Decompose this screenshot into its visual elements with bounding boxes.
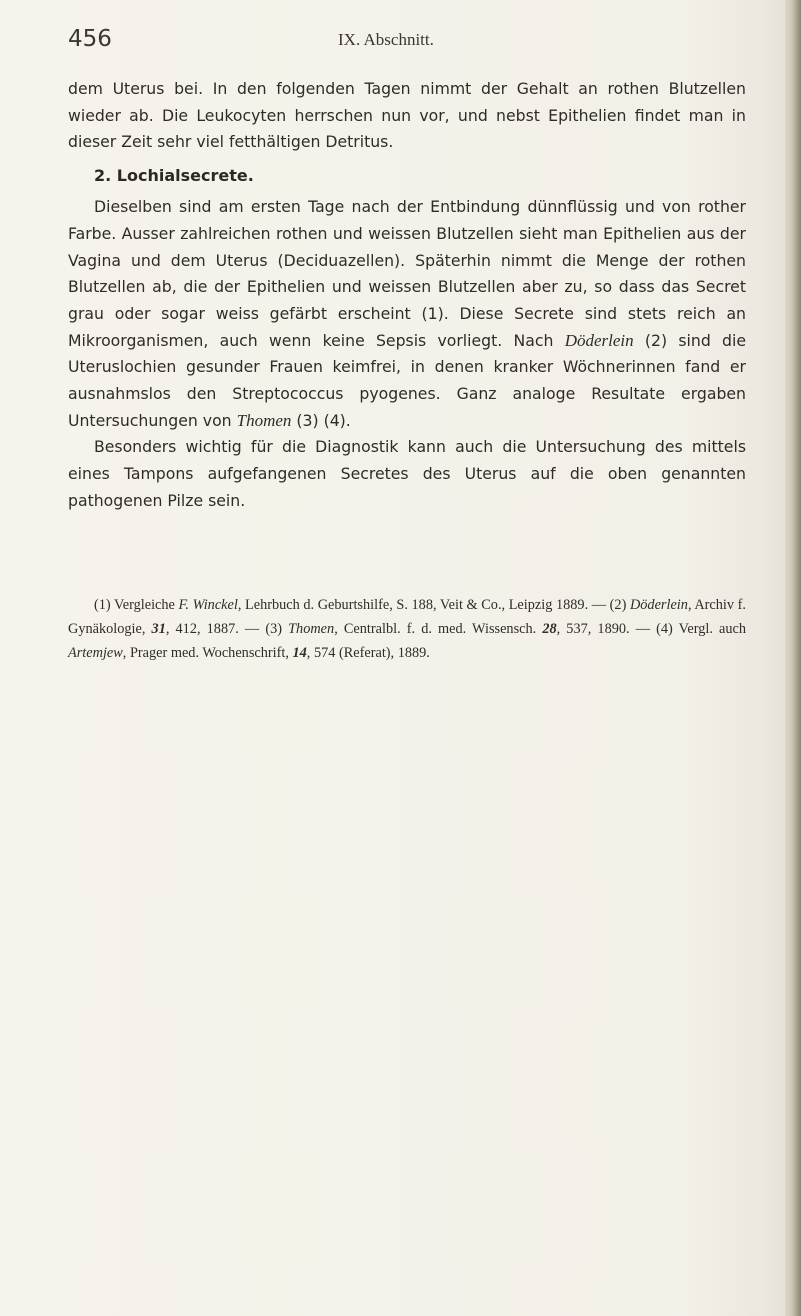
page-binding-edge [785, 0, 801, 1316]
footnote-block [68, 593, 746, 665]
footnote-text: , Lehrbuch d. Geburtshilfe, S. 188, Veit & Co., Leipzig 1889. — (2) [237, 597, 630, 613]
footnote-volume: 14 [292, 645, 307, 661]
paragraph-continuation: dem Uterus bei. In den folgenden Tagen nimmt der Gehalt an rothen Blutzellen wieder ab. Die Leukocyten herrschen nun vor, und nebst Epithelien findet man in dieser Zeit sehr viel fetthältigen Detritus. [68, 79, 746, 152]
page-number: 456 [68, 26, 112, 52]
paragraph-lochialsecrete [68, 194, 746, 434]
footnote-author: F. Winckel [178, 597, 238, 613]
main-text [68, 76, 746, 515]
section-heading: 2. Lochialsecrete. [94, 166, 254, 186]
footnote-author: Döderlein [629, 597, 688, 613]
paragraph-text: Dieselben sind am ersten Tage nach der Entbindung dünnflüssig und von rother Farbe. Ausser zahlreichen rothen und weissen Blutzellen sieht man Epithelien aus der Vagina und dem Uterus (Deciduazellen). Späterhin nimmt die Menge der rothen Blutzellen ab, die der Epithelien und weissen Blutzellen aber zu, so dass das Secret grau oder sogar weiss gefärbt erscheint (1). Diese Secrete sind stets reich an Mikroorganismen, auch wenn keine Sepsis vorliegt. Nach [68, 197, 746, 350]
footnote-volume: 31 [151, 621, 166, 637]
footnote-author: Artemjew [68, 645, 123, 661]
footnote-text: , 412, 1887. — (3) [165, 621, 289, 637]
footnotes [68, 593, 746, 665]
footnote-text: , Prager med. Wochenschrift, [122, 645, 293, 661]
footnote-volume: 28 [542, 621, 557, 637]
running-head: IX. Abschnitt. [338, 30, 434, 49]
paragraph-text: (3) (4). [291, 410, 351, 430]
footnote-text: (1) Vergleiche [94, 597, 179, 613]
page-header [68, 26, 728, 60]
footnote-text: , 537, 1890. — (4) Vergl. auch [556, 621, 747, 637]
paragraph-text: (2) sind die Uteruslochien gesunder Frauen keimfrei, in denen kranker Wöchnerinnen fand er ausnahmslos den Streptococcus pyogenes. Ganz analoge Resultate ergaben Untersuchungen von [68, 330, 746, 430]
footnote-text: , Centralbl. f. d. med. Wissensch. [334, 621, 543, 637]
footnote-text: , 574 (Referat), 1889. [306, 645, 430, 661]
author-name: Döderlein [564, 330, 634, 350]
footnote-author: Thomen [288, 621, 335, 637]
footnote-text: , Archiv f. Gynäkologie, [68, 597, 746, 637]
author-name: Thomen [236, 410, 292, 430]
paragraph-diagnostik: Besonders wichtig für die Diagnostik kann auch die Untersuchung des mittels eines Tampons aufgefangenen Secretes des Uterus auf die oben genannten pathogenen Pilze sein. [68, 437, 746, 510]
